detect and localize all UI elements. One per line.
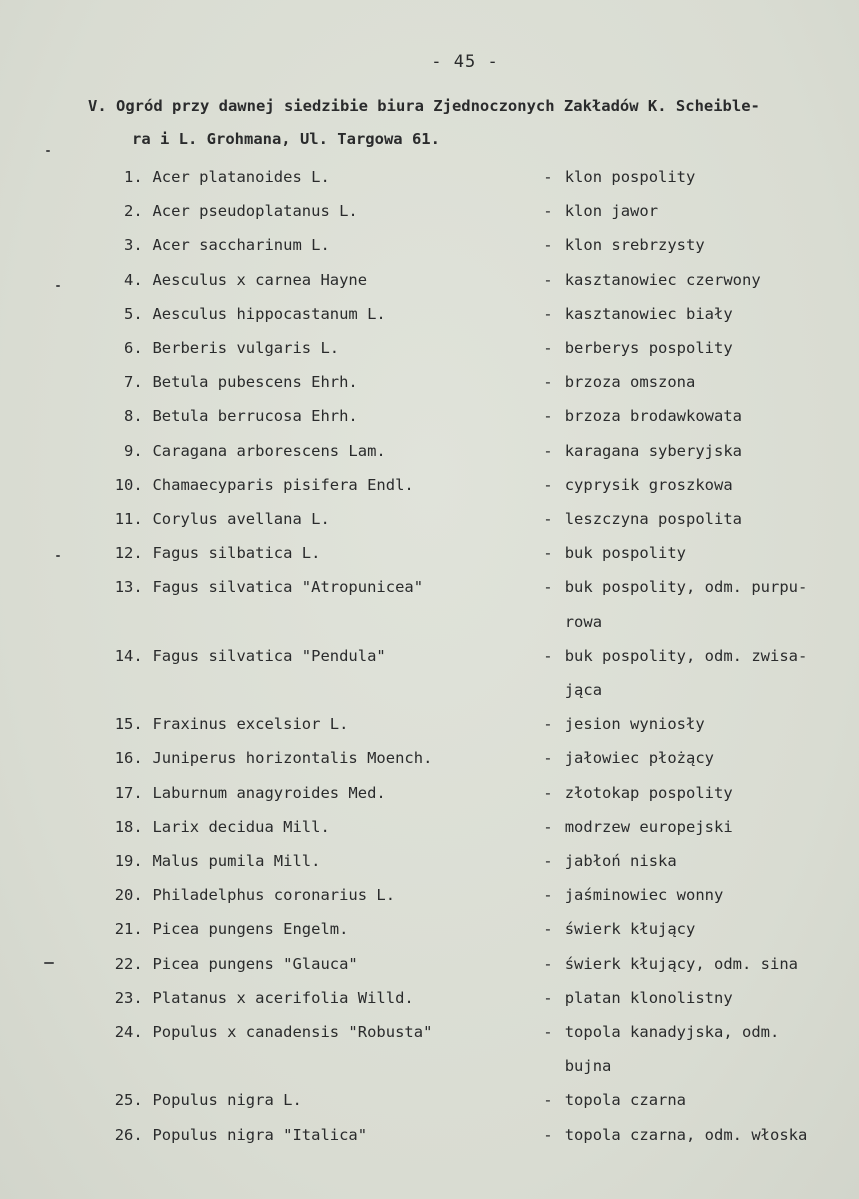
entry-spacer xyxy=(143,468,153,502)
entry-dash: - xyxy=(543,373,553,392)
entry-number: 22. xyxy=(114,954,143,973)
entry-number: 11. xyxy=(114,510,143,529)
margin-mark xyxy=(56,555,60,557)
entry-dash: - xyxy=(543,954,553,973)
polish-name-line: brzoza omszona xyxy=(564,373,696,392)
entry-dash: - xyxy=(543,886,553,905)
entry-dash: - xyxy=(543,339,553,358)
entry-number: 3. xyxy=(124,236,143,255)
entry-spacer xyxy=(143,434,153,468)
polish-name-line: brzoza brodawkowata xyxy=(564,407,743,426)
latin-name: Populus x canadensis "Robusta" xyxy=(152,1023,433,1042)
latin-name: Malus pumila Mill. xyxy=(152,852,321,871)
list-item xyxy=(88,707,848,741)
polish-name xyxy=(565,844,848,878)
entry-spacer xyxy=(143,639,153,707)
entry-number: 2. xyxy=(124,202,143,221)
polish-name xyxy=(565,434,848,468)
polish-name xyxy=(565,194,848,228)
polish-name xyxy=(565,707,848,741)
list-item xyxy=(88,263,848,297)
entry-number: 7. xyxy=(124,373,143,392)
list-item xyxy=(88,947,848,981)
polish-name xyxy=(565,468,848,502)
polish-name xyxy=(565,297,848,331)
latin-name: Larix decidua Mill. xyxy=(152,817,330,836)
latin-name: Acer platanoides L. xyxy=(152,168,330,186)
entry-number: 9. xyxy=(124,441,143,460)
entry-spacer xyxy=(143,502,153,536)
list-item xyxy=(88,844,848,878)
polish-name xyxy=(565,776,848,810)
list-item xyxy=(88,981,848,1015)
latin-name: Fagus silvatica "Pendula" xyxy=(152,646,386,665)
latin-name: Acer pseudoplatanus L. xyxy=(152,202,358,221)
latin-name: Berberis vulgaris L. xyxy=(152,339,340,358)
list-item xyxy=(88,297,848,331)
polish-name-line: złotokap pospolity xyxy=(564,783,733,802)
polish-name xyxy=(565,1015,848,1083)
polish-name xyxy=(565,1083,848,1117)
entry-spacer xyxy=(143,707,153,741)
polish-name-line: jałowiec płożący xyxy=(564,749,715,768)
list-item xyxy=(88,468,848,502)
polish-name-line: topola czarna xyxy=(564,1091,687,1110)
list-item xyxy=(88,639,848,707)
latin-name: Fagus silbatica L. xyxy=(152,544,321,563)
entry-spacer xyxy=(143,776,153,810)
latin-name: Betula berrucosa Ehrh. xyxy=(152,407,358,426)
latin-name: Acer saccharinum L. xyxy=(152,236,330,255)
polish-name-line: rowa xyxy=(564,612,603,631)
polish-name-line: bujna xyxy=(564,1057,612,1076)
latin-name: Fagus silvatica "Atropunicea" xyxy=(152,578,424,597)
list-item xyxy=(88,331,848,365)
margin-mark xyxy=(46,150,50,152)
entry-number: 1. xyxy=(124,168,143,186)
list-item xyxy=(88,912,848,946)
latin-name: Juniperus horizontalis Moench. xyxy=(152,749,433,768)
entry-number: 15. xyxy=(114,715,143,734)
latin-name: Platanus x acerifolia Willd. xyxy=(152,988,414,1007)
polish-name xyxy=(565,263,848,297)
polish-name-line: jesion wyniosły xyxy=(564,715,705,734)
entry-dash: - xyxy=(543,1125,553,1144)
entry-dash: - xyxy=(543,236,553,255)
entry-dash: - xyxy=(543,817,553,836)
entry-dash: - xyxy=(543,852,553,871)
list-item xyxy=(88,810,848,844)
polish-name xyxy=(565,1118,848,1152)
polish-name xyxy=(565,639,848,707)
list-item xyxy=(88,776,848,810)
entry-spacer xyxy=(143,1015,153,1083)
polish-name-line: buk pospolity xyxy=(564,544,687,563)
entry-dash: - xyxy=(543,544,553,563)
entry-spacer xyxy=(143,331,153,365)
latin-name: Fraxinus excelsior L. xyxy=(152,715,349,734)
latin-name: Corylus avellana L. xyxy=(152,510,330,529)
polish-name-line: buk pospolity, odm. purpu- xyxy=(564,578,808,597)
entry-spacer xyxy=(143,194,153,228)
list-item xyxy=(88,502,848,536)
entry-spacer xyxy=(143,741,153,775)
entry-dash: - xyxy=(543,1091,553,1110)
entry-dash: - xyxy=(543,475,553,494)
polish-name xyxy=(565,365,848,399)
entry-number: 25. xyxy=(114,1091,143,1110)
polish-name xyxy=(565,502,848,536)
polish-name-line: buk pospolity, odm. zwisa- xyxy=(564,646,808,665)
page-number: - 45 - xyxy=(431,52,499,72)
polish-name-line: topola kanadyjska, odm. xyxy=(564,1023,780,1042)
entry-dash: - xyxy=(543,715,553,734)
polish-name-line: kasztanowiec biały xyxy=(564,304,733,323)
list-item xyxy=(88,570,848,638)
list-item xyxy=(88,1015,848,1083)
entry-number: 24. xyxy=(114,1023,143,1042)
polish-name xyxy=(565,981,848,1015)
polish-name-line: topola czarna, odm. włoska xyxy=(564,1125,808,1144)
latin-name: Betula pubescens Ehrh. xyxy=(152,373,358,392)
entry-spacer xyxy=(143,365,153,399)
polish-name xyxy=(565,331,848,365)
list-item xyxy=(88,878,848,912)
latin-name: Picea pungens "Glauca" xyxy=(152,954,358,973)
entry-number: 6. xyxy=(124,339,143,358)
entry-spacer xyxy=(143,570,153,638)
latin-name: Philadelphus coronarius L. xyxy=(152,886,396,905)
polish-name-line: świerk kłujący, odm. sina xyxy=(564,954,798,973)
entry-dash: - xyxy=(543,1023,553,1042)
list-item xyxy=(88,399,848,433)
entry-spacer xyxy=(143,228,153,262)
latin-name: Picea pungens Engelm. xyxy=(152,920,349,939)
entry-dash: - xyxy=(543,646,553,665)
entry-number: 5. xyxy=(124,304,143,323)
list-item xyxy=(88,1083,848,1117)
entry-dash: - xyxy=(543,168,553,186)
entry-number: 21. xyxy=(114,920,143,939)
entry-spacer xyxy=(143,399,153,433)
entry-dash: - xyxy=(543,441,553,460)
entry-dash: - xyxy=(543,783,553,802)
list-item xyxy=(88,536,848,570)
entry-number: 8. xyxy=(124,407,143,426)
polish-name-line: platan klonolistny xyxy=(564,988,733,1007)
entry-dash: - xyxy=(543,578,553,597)
entry-dash: - xyxy=(543,407,553,426)
list-item xyxy=(88,365,848,399)
polish-name-line: cyprysik groszkowa xyxy=(564,475,733,494)
latin-name: Caragana arborescens Lam. xyxy=(152,441,386,460)
margin-mark xyxy=(44,962,54,964)
list-item xyxy=(88,160,848,194)
entry-spacer xyxy=(143,263,153,297)
polish-name xyxy=(565,160,848,194)
entry-number: 16. xyxy=(114,749,143,768)
entry-spacer xyxy=(143,947,153,981)
polish-name xyxy=(565,228,848,262)
entry-spacer xyxy=(143,844,153,878)
polish-name-line: karagana syberyjska xyxy=(564,441,743,460)
polish-name-line: świerk kłujący xyxy=(564,920,696,939)
list-item xyxy=(88,741,848,775)
entry-spacer xyxy=(143,878,153,912)
polish-name xyxy=(565,810,848,844)
latin-name: Aesculus hippocastanum L. xyxy=(152,304,386,323)
list-item xyxy=(88,194,848,228)
polish-name-line: klon srebrzysty xyxy=(564,236,705,255)
polish-name-line: leszczyna pospolita xyxy=(564,510,743,529)
polish-name-line: berberys pospolity xyxy=(564,339,733,358)
latin-name: Laburnum anagyroides Med. xyxy=(152,783,386,802)
polish-name-line: klon pospolity xyxy=(564,168,696,186)
entry-spacer xyxy=(143,297,153,331)
entry-dash: - xyxy=(543,202,553,221)
entry-number: 14. xyxy=(114,646,143,665)
entry-number: 26. xyxy=(114,1125,143,1144)
section-heading-line-1: V. Ogród przy dawnej siedzibie biura Zjednoczonych Zakładów K. Scheible- xyxy=(88,97,760,115)
entry-number: 19. xyxy=(114,852,143,871)
latin-name: Aesculus x carnea Hayne xyxy=(152,270,368,289)
polish-name xyxy=(565,536,848,570)
polish-name xyxy=(565,399,848,433)
polish-name-line: klon jawor xyxy=(564,202,659,221)
polish-name xyxy=(565,912,848,946)
entry-spacer xyxy=(143,912,153,946)
polish-name-line: jąca xyxy=(564,681,603,700)
latin-name: Populus nigra "Italica" xyxy=(152,1125,368,1144)
entry-number: 4. xyxy=(124,270,143,289)
entry-dash: - xyxy=(543,749,553,768)
list-item xyxy=(88,434,848,468)
entry-dash: - xyxy=(543,270,553,289)
entry-spacer xyxy=(143,160,153,194)
entry-number: 18. xyxy=(114,817,143,836)
entry-dash: - xyxy=(543,920,553,939)
entry-dash: - xyxy=(543,510,553,529)
latin-name: Populus nigra L. xyxy=(152,1091,302,1110)
list-item xyxy=(88,228,848,262)
polish-name xyxy=(565,741,848,775)
entry-spacer xyxy=(143,536,153,570)
entry-spacer xyxy=(143,1118,153,1152)
entry-dash: - xyxy=(543,304,553,323)
entry-number: 10. xyxy=(114,475,143,494)
polish-name xyxy=(565,570,848,638)
polish-name xyxy=(565,947,848,981)
margin-mark xyxy=(56,285,60,287)
entry-spacer xyxy=(143,810,153,844)
entry-number: 17. xyxy=(114,783,143,802)
polish-name-line: kasztanowiec czerwony xyxy=(564,270,761,289)
section-heading xyxy=(88,90,848,156)
polish-name-line: modrzew europejski xyxy=(564,817,733,836)
polish-name-line: jabłoń niska xyxy=(564,852,677,871)
latin-name: Chamaecyparis pisifera Endl. xyxy=(152,475,414,494)
entry-number: 12. xyxy=(114,544,143,563)
section-heading-line-2: ra i L. Grohmana, Ul. Targowa 61. xyxy=(132,130,440,148)
list-item xyxy=(88,1118,848,1152)
polish-name-line: jaśminowiec wonny xyxy=(564,886,724,905)
entry-spacer xyxy=(143,981,153,1015)
entry-number: 23. xyxy=(114,988,143,1007)
entry-spacer xyxy=(143,1083,153,1117)
polish-name xyxy=(565,878,848,912)
entry-number: 13. xyxy=(114,578,143,597)
entry-number: 20. xyxy=(114,886,143,905)
entry-dash: - xyxy=(543,988,553,1007)
plant-list xyxy=(88,160,848,1152)
